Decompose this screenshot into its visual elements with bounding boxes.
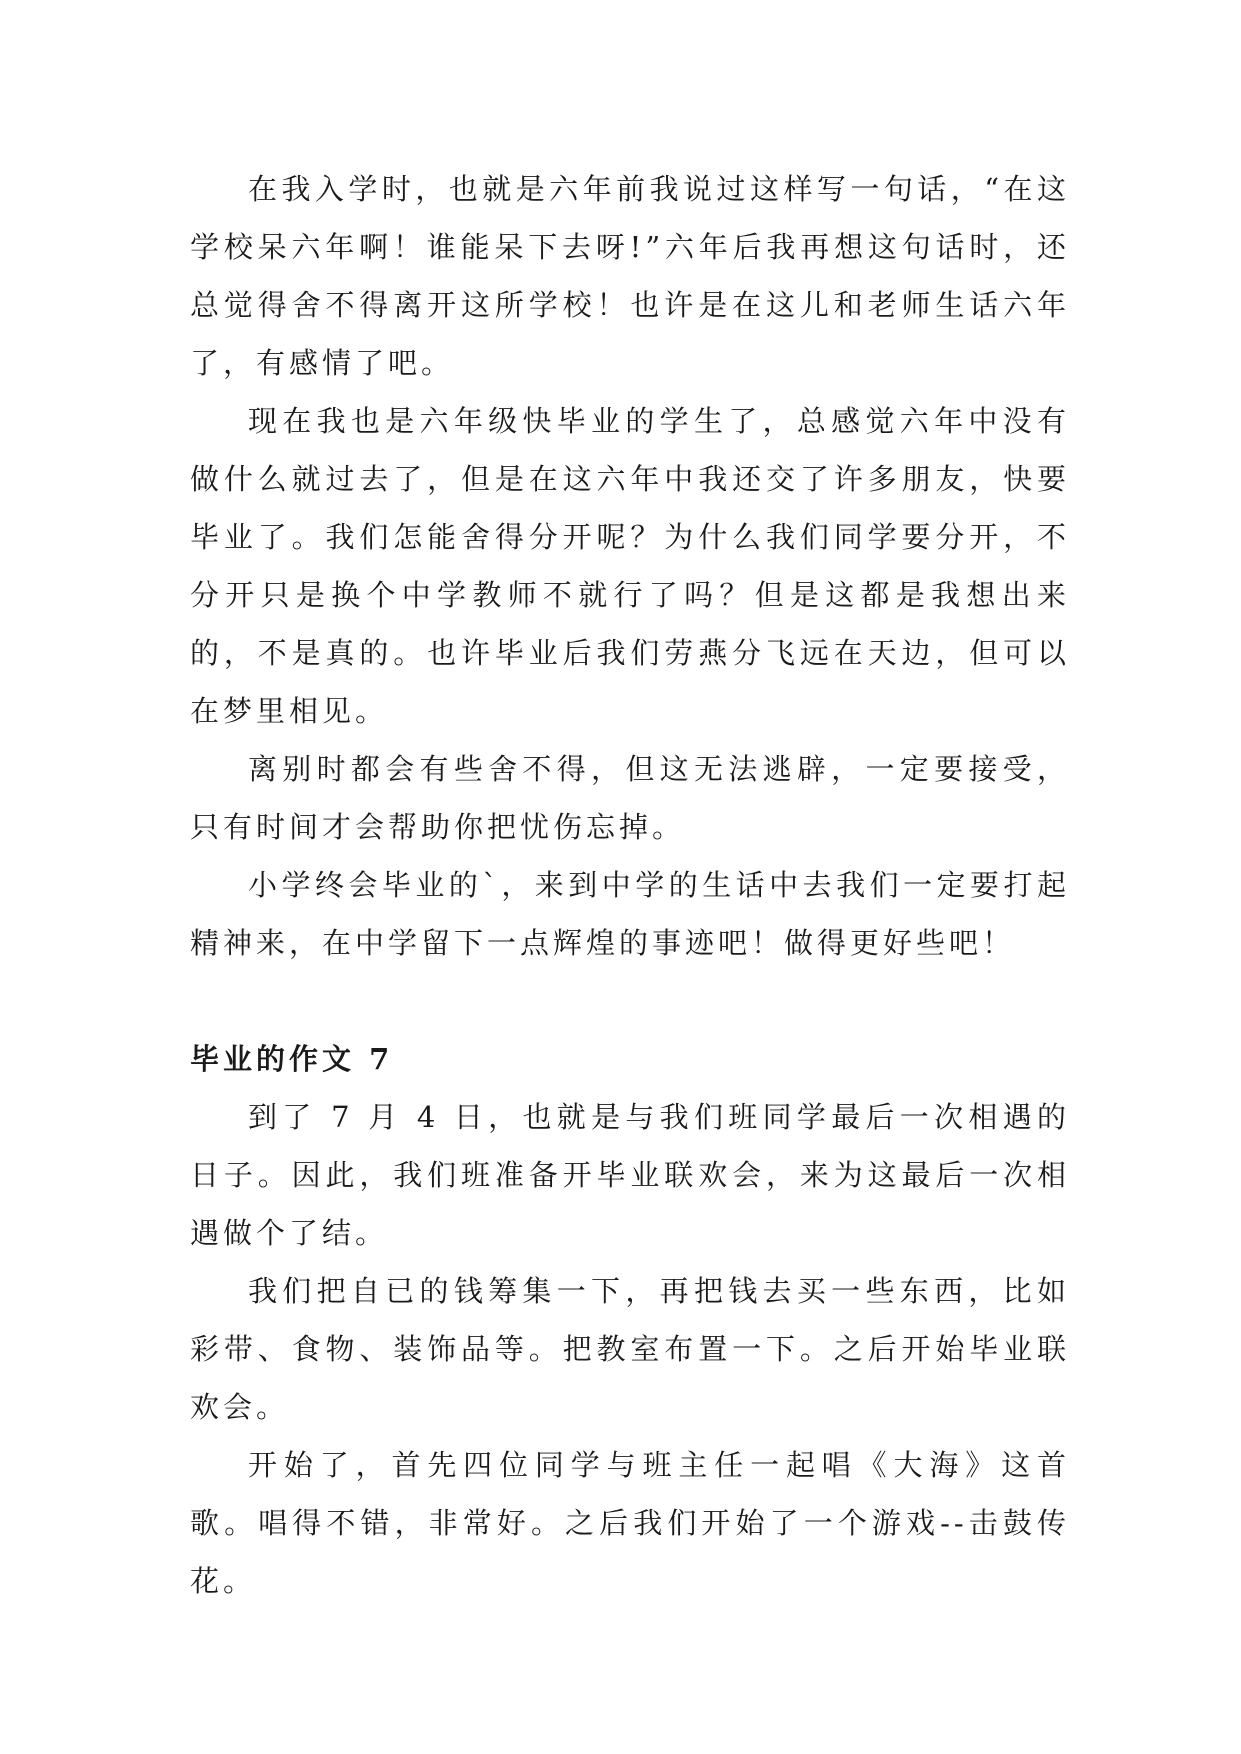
paragraph: 到了 7 月 4 日，也就是与我们班同学最后一次相遇的日子。因此，我们班准备开毕业联欢会，来为这最后一次相遇做个了结。	[190, 1100, 1070, 1250]
paragraph: 小学终会毕业的`，来到中学的生话中去我们一定要打起精神来，在中学留下一点辉煌的事迹吧！做得更好些吧！	[190, 868, 1070, 960]
essay-section-7	[190, 1030, 1070, 1610]
paragraph: 离别时都会有些舍不得，但这无法逃辟，一定要接受，只有时间才会帮助你把忧伤忘掉。	[190, 752, 1070, 844]
paragraph: 在我入学时，也就是六年前我说过这样写一句话，“在这学校呆六年啊！谁能呆下去呀!”六年后我再想这句话时，还总觉得舍不得离开这所学校！也许是在这儿和老师生话六年了，有感情了吧。	[190, 172, 1070, 380]
paragraph: 现在我也是六年级快毕业的学生了，总感觉六年中没有做什么就过去了，但是在这六年中我还交了许多朋友，快要毕业了。我们怎能舍得分开呢？为什么我们同学要分开，不分开只是换个中学教师不就行了吗？但是这都是我想出来的，不是真的。也许毕业后我们劳燕分飞远在天边，但可以在梦里相见。	[190, 404, 1070, 728]
document-page	[190, 160, 1070, 1610]
essay-section-previous	[190, 160, 1070, 972]
paragraph: 开始了，首先四位同学与班主任一起唱《大海》这首歌。唱得不错，非常好。之后我们开始了一个游戏--击鼓传花。	[190, 1448, 1070, 1598]
paragraph: 我们把自已的钱筹集一下，再把钱去买一些东西，比如彩带、食物、装饰品等。把教室布置一下。之后开始毕业联欢会。	[190, 1274, 1070, 1424]
section-heading: 毕业的作文 7	[190, 1042, 394, 1076]
